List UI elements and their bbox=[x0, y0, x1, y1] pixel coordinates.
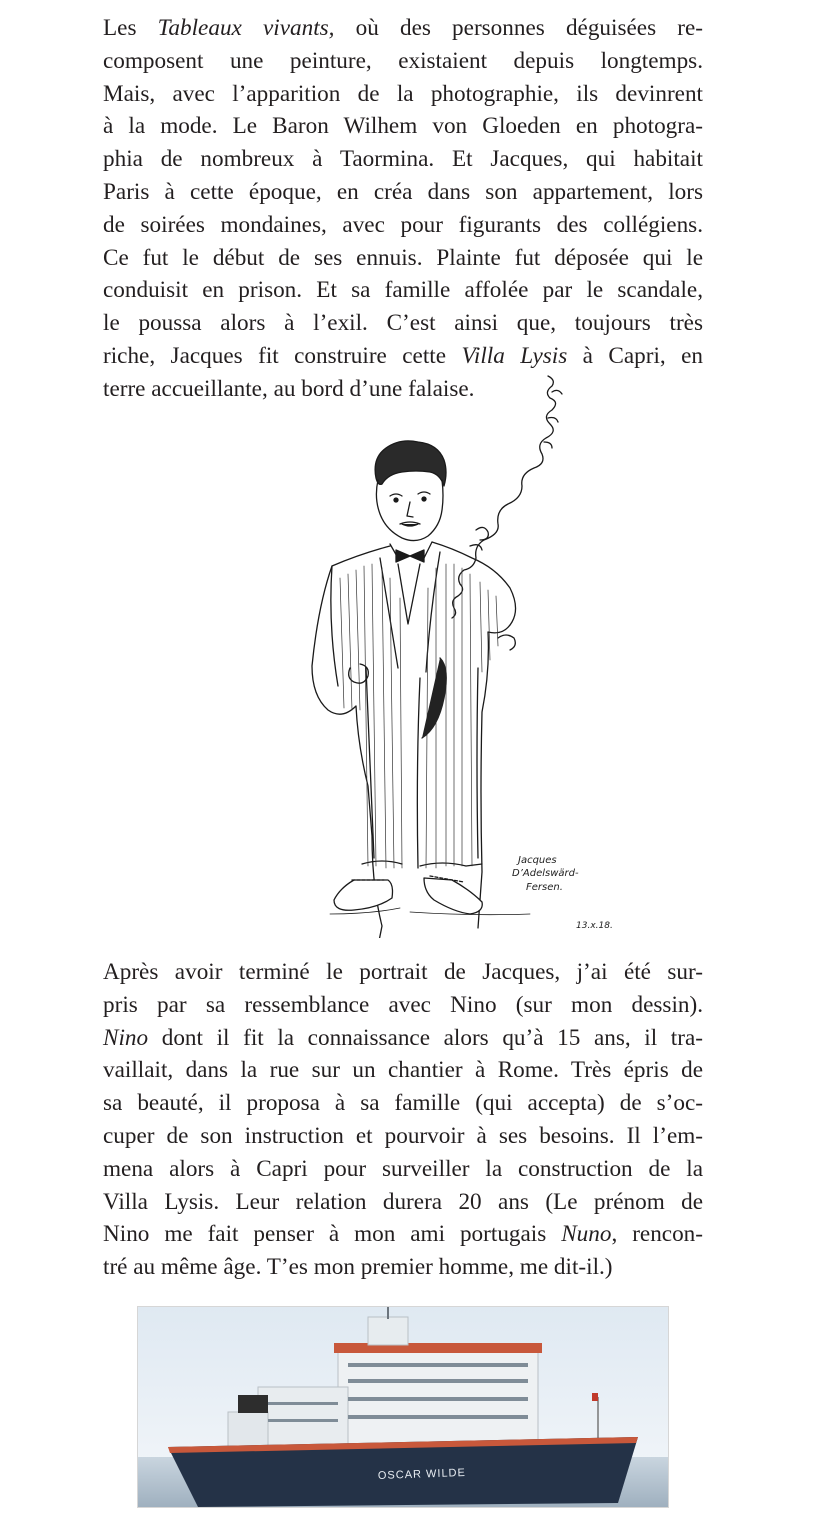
paragraph2-line: cuper de son instruction et pourvoir à ses besoins. Il l’em- bbox=[103, 1122, 703, 1149]
paragraph1-line: Mais, avec l’apparition de la photographie, ils devinrent bbox=[103, 80, 703, 107]
signature-line: D’Adelswärd- bbox=[512, 868, 579, 879]
paragraph1-line: conduisit en prison. Et sa famille affolée par le scandale, bbox=[103, 277, 703, 304]
paragraph1-line: terre accueillante, au bord d’une falaise. bbox=[103, 375, 475, 402]
paragraph1-line: Ce fut le début de ses ennuis. Plainte fut déposée qui le bbox=[103, 244, 703, 271]
paragraph1-line: Paris à cette époque, en créa dans son appartement, lors bbox=[103, 178, 703, 205]
paragraph-nino bbox=[103, 956, 703, 1284]
paragraph2-line: vaillait, dans la rue sur un chantier à Rome. Très épris de bbox=[103, 1057, 703, 1084]
bow-tie bbox=[396, 550, 424, 562]
paragraph1-line: phia de nombreux à Taormina. Et Jacques, qui habitait bbox=[103, 146, 703, 173]
paragraph1-line: le poussa alors à l’exil. C’est ainsi que, toujours très bbox=[103, 310, 703, 337]
portrait-drawing-jacques bbox=[290, 368, 630, 938]
italic-text: Villa Lysis bbox=[461, 342, 568, 369]
jacket bbox=[312, 542, 516, 938]
paragraph-tableaux-vivants bbox=[103, 12, 703, 406]
paragraph1-line: à la mode. Le Baron Wilhem von Gloeden en photogra- bbox=[103, 113, 703, 140]
paragraph1-line: riche, Jacques fit construire cette Villa Lysis à Capri, en bbox=[103, 342, 703, 369]
signature-line: Fersen. bbox=[526, 882, 563, 893]
face bbox=[376, 480, 443, 541]
drawing-date: 13.x.18. bbox=[576, 921, 613, 931]
ship-photo bbox=[137, 1306, 669, 1508]
smoke-swirl bbox=[452, 376, 556, 618]
ship-name-text: OSCAR WILDE bbox=[377, 1466, 467, 1482]
italic-text: Tableaux vivants, bbox=[157, 15, 335, 41]
paragraph2-line: pris par sa ressemblance avec Nino (sur mon dessin). bbox=[103, 991, 703, 1018]
paragraph2-line: mena alors à Capri pour surveiller la construction de la bbox=[103, 1155, 703, 1182]
hair bbox=[375, 441, 446, 486]
paragraph2-line: Après avoir terminé le portrait de Jacques, j’ai été sur- bbox=[103, 959, 703, 985]
italic-text: Nino bbox=[103, 1024, 149, 1051]
paragraph2-line: sa beauté, il proposa à sa famille (qui accepta) de s’oc- bbox=[103, 1090, 703, 1117]
italic-text: Nuno bbox=[561, 1221, 612, 1248]
paragraph1-line: Les Tableaux vivants, où des personnes déguisées re- bbox=[103, 15, 703, 41]
paragraph1-line: composent une peinture, existaient depuis longtemps. bbox=[103, 47, 703, 74]
paragraph2-line: Nino dont il fit la connaissance alors qu’à 15 ans, il tra- bbox=[103, 1024, 703, 1051]
shoe-left bbox=[334, 880, 393, 910]
hand-right bbox=[498, 635, 515, 650]
trousers bbox=[366, 668, 478, 868]
shoe-right bbox=[424, 878, 482, 914]
paragraph2-line: Villa Lysis. Leur relation durera 20 ans (Le prénom de bbox=[103, 1188, 703, 1215]
paragraph2-line: Nino me fait penser à mon ami portugais Nuno, rencon- bbox=[103, 1221, 703, 1248]
signature-line: Jacques bbox=[518, 855, 557, 866]
paragraph1-line: de soirées mondaines, avec pour figurants des collégiens. bbox=[103, 211, 703, 238]
paragraph2-line: tré au même âge. T’es mon premier homme, me dit-il.) bbox=[103, 1254, 613, 1281]
drawing-signature bbox=[512, 855, 613, 931]
